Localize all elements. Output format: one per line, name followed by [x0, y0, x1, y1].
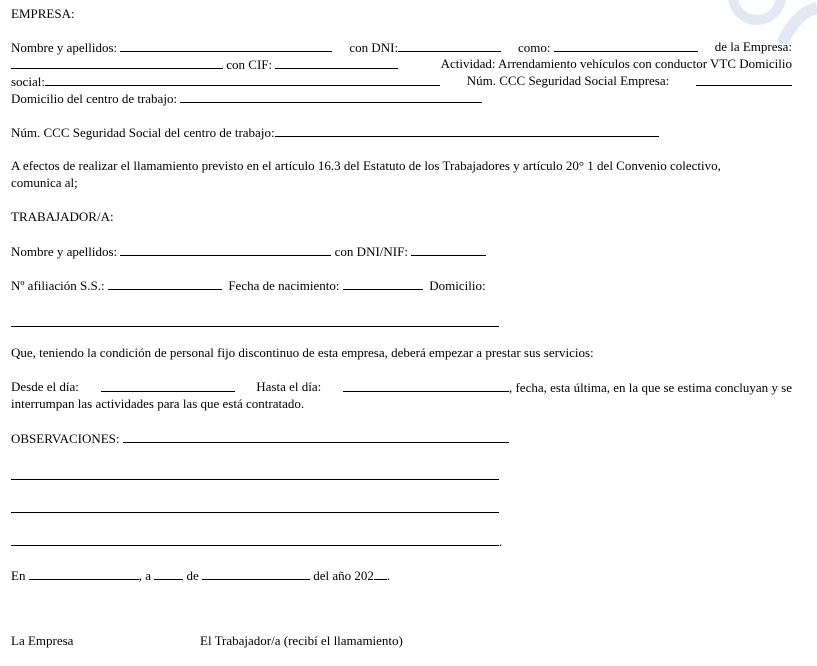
- worker-dni-label: con DNI/NIF:: [334, 244, 408, 259]
- company-name-label: Nombre y apellidos:: [11, 40, 118, 55]
- intro-paragraph: [11, 158, 792, 174]
- company-domicilio-centro-field[interactable]: [180, 90, 482, 103]
- de-label: de: [186, 568, 199, 583]
- watermark-logo: [697, 0, 817, 44]
- observaciones-field-3[interactable]: [11, 512, 499, 513]
- company-de-la-empresa: de la Empresa:: [714, 39, 792, 54]
- dates-line-1-end: , fecha, esta última, en la que se estima concluyan y se: [508, 380, 792, 395]
- signature-empresa: La Empresa: [11, 633, 74, 648]
- day-field[interactable]: [154, 567, 183, 580]
- en-label: En: [11, 568, 26, 583]
- company-line-3: [11, 73, 792, 90]
- observaciones-field-4[interactable]: [11, 545, 499, 546]
- observaciones-field-2[interactable]: [11, 479, 499, 480]
- company-como-field[interactable]: [554, 39, 698, 52]
- observaciones-label: OBSERVACIONES:: [11, 431, 120, 446]
- hasta-field[interactable]: [343, 379, 509, 392]
- company-line-1: [11, 39, 792, 56]
- del-ano-label: del año 202: [313, 568, 374, 583]
- company-dni-label: con DNI:: [349, 40, 399, 55]
- company-ccc-centro-field[interactable]: [275, 124, 659, 137]
- company-ccc-centro-label: Núm. CCC Seguridad Social del centro de trabajo:: [11, 125, 275, 140]
- dates-line-2: interrumpan las actividades para las que está contratado.: [11, 396, 305, 411]
- month-field[interactable]: [202, 567, 310, 580]
- company-actividad: Actividad: Arrendamiento vehículos con conductor VTC Domicilio: [440, 56, 792, 71]
- condition-text: Que, teniendo la condición de personal fijo discontinuo de esta empresa, deberá empezar a prestar sus servicios:: [11, 345, 594, 360]
- company-ccc-empresa-field[interactable]: [696, 73, 792, 86]
- company-cif-label: con CIF:: [226, 57, 273, 72]
- worker-domicilio-label: Domicilio:: [429, 278, 486, 293]
- worker-line-2: [11, 277, 486, 294]
- place-date-line: [11, 567, 390, 584]
- company-line-2: [11, 56, 792, 73]
- company-heading: EMPRESA:: [11, 6, 75, 21]
- company-domicilio-centro-label: Domicilio del centro de trabajo:: [11, 91, 178, 106]
- dates-line-1: [11, 379, 792, 396]
- observaciones-line: [11, 430, 509, 447]
- company-como-label: como:: [518, 40, 551, 55]
- place-date-end: .: [386, 568, 391, 583]
- observaciones-period: .: [499, 534, 503, 549]
- company-domicilio-social-field[interactable]: [45, 73, 440, 86]
- worker-nacimiento-field[interactable]: [343, 277, 423, 290]
- place-field[interactable]: [29, 567, 139, 580]
- worker-domicilio-field[interactable]: [11, 326, 499, 327]
- worker-name-field[interactable]: [120, 243, 331, 256]
- worker-afiliacion-field[interactable]: [108, 277, 222, 290]
- company-dni-field[interactable]: [398, 39, 501, 52]
- company-name-cont-field[interactable]: [11, 56, 223, 69]
- a-label: , a: [138, 568, 151, 583]
- company-ccc-empresa-label: Núm. CCC Seguridad Social Empresa:: [466, 73, 670, 88]
- desde-label: Desde el día:: [11, 379, 79, 394]
- company-name-field[interactable]: [120, 39, 332, 52]
- worker-afiliacion-label: Nº afiliación S.S.:: [11, 278, 105, 293]
- hasta-label: Hasta el día:: [256, 379, 322, 394]
- worker-dni-field[interactable]: [411, 243, 486, 256]
- company-cif-field[interactable]: [275, 56, 398, 69]
- worker-heading: TRABAJADOR/A:: [11, 209, 114, 224]
- intro-line-2: comunica al;: [11, 175, 78, 190]
- signature-trabajador: El Trabajador/a (recibí el llamamiento): [200, 633, 403, 648]
- company-social-label: social:: [11, 74, 45, 89]
- worker-name-label: Nombre y apellidos:: [11, 244, 118, 259]
- intro-line-1: A efectos de realizar el llamamiento previsto en el artículo 16.3 del Estatuto de los Trabajadores y artículo 20° 1 del Convenio colectivo,: [11, 158, 721, 173]
- year-field[interactable]: [374, 567, 387, 580]
- observaciones-field-1[interactable]: [123, 430, 509, 443]
- worker-nacimiento-label: Fecha de nacimiento:: [228, 278, 340, 293]
- company-line-5: [11, 124, 659, 141]
- worker-line-1: [11, 243, 486, 260]
- company-line-4: [11, 90, 482, 107]
- desde-field[interactable]: [101, 379, 235, 392]
